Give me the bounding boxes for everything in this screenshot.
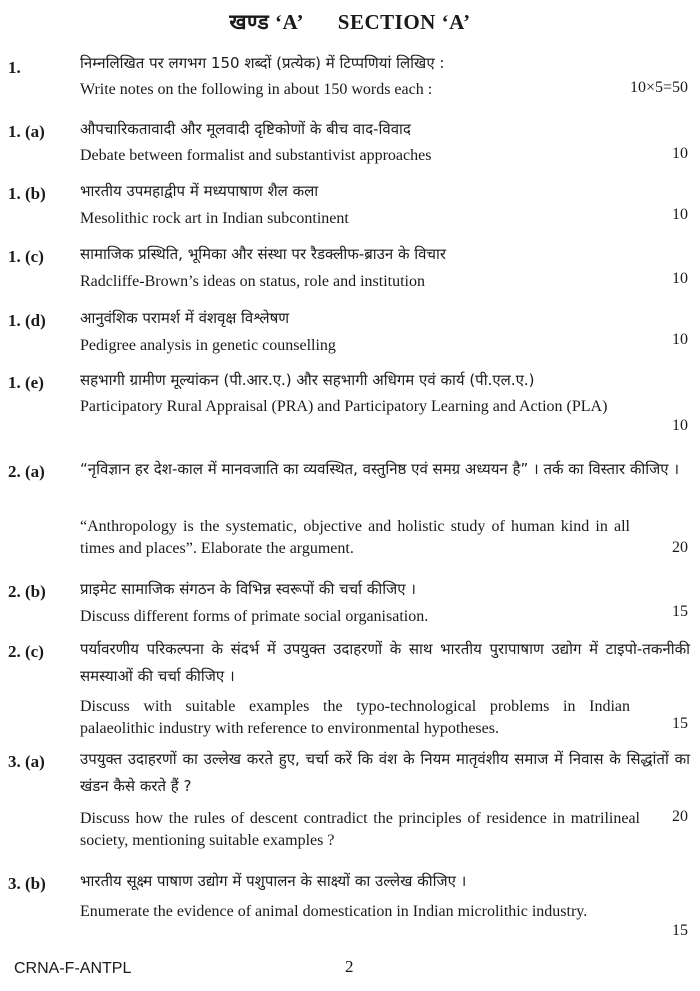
question-text-english: Discuss how the rules of descent contradict the principles of residence in matrilineal society, mentioning suitable examples ?: [80, 810, 640, 849]
question-text-hindi: भारतीय उपमहाद्वीप में मध्यपाषाण शैल कला: [80, 182, 319, 200]
question-text-hindi: औपचारिकतावादी और मूलवादी दृष्टिकोणों के बीच वाद-विवाद: [80, 120, 411, 138]
question-number: 1. (d): [8, 311, 46, 330]
section-heading: [0, 8, 700, 36]
question-text-english: Enumerate the evidence of animal domestication in Indian microlithic industry.: [80, 903, 588, 920]
question-text-hindi: सहभागी ग्रामीण मूल्यांकन (पी.आर.ए.) और सहभागी अधिगम एवं कार्य (पी.एल.ए.): [80, 371, 535, 389]
question-text-hindi: निम्नलिखित पर लगभग 150 शब्दों (प्रत्येक) में टिप्पणियां लिखिए :: [80, 54, 445, 72]
question-text-hindi: भारतीय सूक्ष्म पाषाण उद्योग में पशुपालन के साक्ष्यों का उल्लेख कीजिए ।: [80, 872, 467, 890]
question-text-hindi: उपयुक्त उदाहरणों का उल्लेख करते हुए, चर्चा करें कि वंश के नियम मातृवंशीय समाज में निवास के सिद्धांतों का खंडन कैसे करते हैं ?: [80, 750, 690, 795]
question-text-hindi: आनुवंशिक परामर्श में वंशवृक्ष विश्लेषण: [80, 309, 290, 327]
question-text-english: Participatory Rural Appraisal (PRA) and Participatory Learning and Action (PLA): [80, 398, 608, 415]
question-number: 1.: [8, 58, 21, 77]
question-text-hindi: पर्यावरणीय परिकल्पना के संदर्भ में उपयुक्त उदाहरणों के साथ भारतीय पुरापाषाण उद्योग में टाइपो-तकनीकी समस्याओं की चर्चा कीजिए ।: [80, 640, 690, 685]
question-number: 2. (b): [8, 582, 46, 601]
section-heading-english: SECTION ‘A’: [337, 10, 471, 34]
question-marks: 10: [672, 145, 688, 162]
question-text-english: Write notes on the following in about 150 words each :: [80, 81, 433, 98]
question-number: 1. (e): [8, 373, 44, 392]
question-number: 1. (b): [8, 184, 46, 203]
question-marks: 15: [672, 922, 688, 939]
question-marks: 20: [672, 808, 688, 825]
question-text-english: “Anthropology is the systematic, objective and holistic study of human kind in all times and places”. Elaborate the argument.: [80, 518, 630, 557]
question-text-english: Pedigree analysis in genetic counselling: [80, 337, 336, 354]
page-number: 2: [345, 957, 354, 976]
question-marks: 10: [672, 206, 688, 223]
question-marks: 10×5=50: [629, 79, 688, 96]
question-marks: 10: [672, 270, 688, 287]
question-text-english: Mesolithic rock art in Indian subcontinent: [80, 210, 349, 227]
question-text-hindi: “नृविज्ञान हर देश-काल में मानवजाति का व्यवस्थित, वस्तुनिष्ठ एवं समग्र अध्ययन है” । तर्क का विस्तार कीजिए ।: [80, 460, 680, 478]
question-text-english: Discuss with suitable examples the typo-technological problems in Indian palaeolithic industry with reference to environmental hypotheses.: [80, 698, 630, 737]
question-number: 1. (a): [8, 122, 45, 141]
question-number: 2. (c): [8, 642, 44, 661]
paper-code: CRNA-F-ANTPL: [14, 960, 132, 977]
question-number: 2. (a): [8, 462, 45, 481]
question-marks: 15: [672, 715, 688, 732]
question-number: 3. (a): [8, 752, 45, 771]
question-number: 1. (c): [8, 247, 44, 266]
question-text-english: Debate between formalist and substantivist approaches: [80, 147, 432, 164]
question-text-english: Discuss different forms of primate social organisation.: [80, 608, 429, 625]
question-marks: 10: [672, 331, 688, 348]
question-marks: 10: [672, 417, 688, 434]
question-text-english: Radcliffe-Brown’s ideas on status, role and institution: [80, 273, 425, 290]
question-text-hindi: प्राइमेट सामाजिक संगठन के विभिन्न स्वरूपों की चर्चा कीजिए ।: [80, 580, 416, 598]
question-text-hindi: सामाजिक प्रस्थिति, भूमिका और संस्था पर रैडक्लीफ-ब्राउन के विचार: [80, 245, 447, 263]
section-heading-hindi: खण्ड ‘A’: [229, 10, 305, 34]
question-marks: 15: [672, 603, 688, 620]
question-marks: 20: [672, 539, 688, 556]
question-number: 3. (b): [8, 874, 46, 893]
